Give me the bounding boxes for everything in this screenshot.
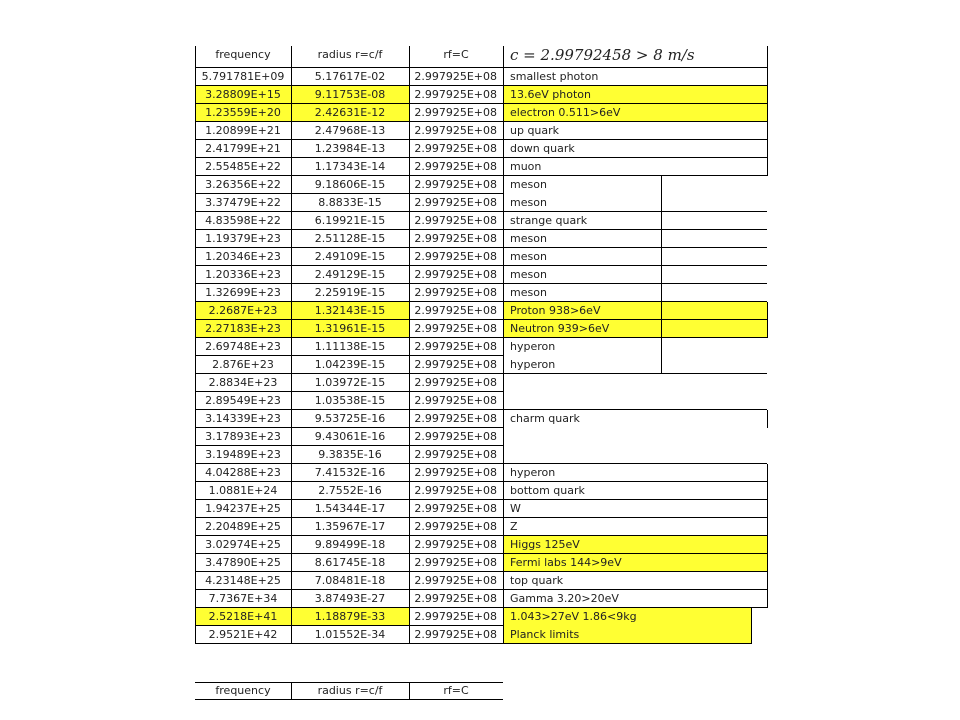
row-divider bbox=[503, 319, 767, 320]
row-divider bbox=[195, 463, 503, 464]
radius-cell: 8.61745E-18 bbox=[314, 556, 386, 569]
radius-cell: 7.41532E-16 bbox=[314, 466, 386, 479]
table-row bbox=[195, 572, 767, 590]
row-divider bbox=[503, 571, 767, 572]
frequency-cell: 2.8834E+23 bbox=[208, 376, 278, 389]
table-row bbox=[195, 320, 767, 338]
radius-cell: 1.18879E-33 bbox=[291, 608, 409, 626]
particle-label-cell: smallest photon bbox=[510, 70, 599, 83]
table-row bbox=[195, 266, 767, 284]
row-divider bbox=[195, 409, 503, 410]
product-cell: 2.997925E+08 bbox=[414, 412, 497, 425]
frequency-cell: 1.19379E+23 bbox=[205, 232, 281, 245]
frequency-cell: 3.02974E+25 bbox=[205, 538, 281, 551]
particle-label-cell: strange quark bbox=[510, 214, 588, 227]
radius-cell: 1.03538E-15 bbox=[314, 394, 386, 407]
frequency-cell: 2.89549E+23 bbox=[205, 394, 281, 407]
row-divider bbox=[503, 85, 767, 86]
footer-product: rf=C bbox=[443, 684, 469, 697]
particle-label-cell: W bbox=[510, 502, 521, 515]
frequency-cell: 3.37479E+22 bbox=[205, 196, 281, 209]
particle-label-cell: Proton 938>6eV bbox=[503, 302, 767, 320]
row-divider bbox=[503, 553, 767, 554]
table-row bbox=[195, 464, 767, 482]
frequency-cell: 2.876E+23 bbox=[212, 358, 274, 371]
radius-cell: 5.17617E-02 bbox=[314, 70, 386, 83]
particle-label-cell: Neutron 939>6eV bbox=[503, 320, 767, 338]
radius-cell: 9.3835E-16 bbox=[318, 448, 382, 461]
radius-cell: 1.31961E-15 bbox=[291, 320, 409, 338]
table-row bbox=[195, 356, 767, 374]
radius-cell: 2.47968E-13 bbox=[314, 124, 386, 137]
product-cell: 2.997925E+08 bbox=[414, 358, 497, 371]
row-divider bbox=[195, 229, 503, 230]
frequency-cell: 5.791781E+09 bbox=[201, 70, 285, 83]
header-product: rf=C bbox=[443, 48, 469, 61]
table-header bbox=[195, 46, 767, 64]
row-divider bbox=[503, 517, 767, 518]
table-footer-header bbox=[195, 682, 503, 700]
row-divider bbox=[195, 373, 503, 374]
product-cell: 2.997925E+08 bbox=[414, 556, 497, 569]
table-row bbox=[195, 392, 767, 410]
footer-frequency: frequency bbox=[215, 684, 271, 697]
particle-label-cell: Gamma 3.20>20eV bbox=[510, 592, 619, 605]
particle-label-cell: hyperon bbox=[510, 466, 556, 479]
radius-cell: 9.18606E-15 bbox=[314, 178, 386, 191]
particle-label-cell: meson bbox=[510, 178, 547, 191]
radius-cell: 3.87493E-27 bbox=[314, 592, 386, 605]
row-divider bbox=[195, 571, 503, 572]
row-divider bbox=[195, 103, 503, 104]
particle-label-cell: Fermi labs 144>9eV bbox=[503, 554, 767, 572]
particle-label-cell: meson bbox=[510, 250, 547, 263]
column-divider bbox=[291, 46, 292, 644]
radius-cell: 9.89499E-18 bbox=[314, 538, 386, 551]
radius-cell: 9.53725E-16 bbox=[314, 412, 386, 425]
radius-cell: 2.51128E-15 bbox=[314, 232, 386, 245]
radius-cell: 1.17343E-14 bbox=[314, 160, 386, 173]
column-divider bbox=[661, 176, 662, 229]
frequency-cell: 3.19489E+23 bbox=[205, 448, 281, 461]
radius-cell: 1.23984E-13 bbox=[314, 142, 386, 155]
table-row bbox=[195, 626, 767, 644]
frequency-cell: 1.20346E+23 bbox=[205, 250, 281, 263]
table-row bbox=[195, 140, 767, 158]
table-row bbox=[195, 284, 767, 302]
row-divider bbox=[195, 337, 503, 338]
frequency-cell: 2.20489E+25 bbox=[205, 520, 281, 533]
row-divider bbox=[195, 139, 503, 140]
row-divider bbox=[503, 211, 767, 212]
radius-cell: 9.43061E-16 bbox=[314, 430, 386, 443]
frequency-cell: 3.26356E+22 bbox=[205, 178, 281, 191]
frequency-cell: 3.14339E+23 bbox=[205, 412, 281, 425]
table-row bbox=[195, 428, 767, 446]
table-row bbox=[195, 86, 767, 104]
column-divider bbox=[767, 410, 768, 428]
particle-label-cell: bottom quark bbox=[510, 484, 585, 497]
product-cell: 2.997925E+08 bbox=[414, 484, 497, 497]
particle-label-cell: Planck limits bbox=[503, 626, 751, 644]
product-cell: 2.997925E+08 bbox=[414, 628, 497, 641]
product-cell: 2.997925E+08 bbox=[414, 574, 497, 587]
frequency-cell: 2.55485E+22 bbox=[205, 160, 281, 173]
product-cell: 2.997925E+08 bbox=[414, 178, 497, 191]
frequency-cell: 1.20899E+21 bbox=[205, 124, 281, 137]
radius-cell: 1.35967E-17 bbox=[314, 520, 386, 533]
row-divider bbox=[195, 625, 503, 626]
product-cell: 2.997925E+08 bbox=[414, 322, 497, 335]
row-divider bbox=[195, 643, 503, 644]
product-cell: 2.997925E+08 bbox=[414, 124, 497, 137]
table-row bbox=[195, 536, 767, 554]
particle-label-cell: top quark bbox=[510, 574, 564, 587]
radius-cell: 1.04239E-15 bbox=[314, 358, 386, 371]
radius-cell: 1.32143E-15 bbox=[291, 302, 409, 320]
row-divider bbox=[195, 427, 503, 428]
product-cell: 2.997925E+08 bbox=[414, 592, 497, 605]
product-cell: 2.997925E+08 bbox=[414, 88, 497, 101]
row-divider bbox=[503, 247, 767, 248]
frequency-cell: 2.5218E+41 bbox=[195, 608, 291, 626]
speed-of-light-formula: c = 2.99792458 > 8 m/s bbox=[510, 46, 695, 64]
row-divider bbox=[195, 445, 503, 446]
table-row bbox=[195, 122, 767, 140]
row-divider bbox=[195, 247, 503, 248]
product-cell: 2.997925E+08 bbox=[414, 520, 497, 533]
particle-label-cell: Z bbox=[510, 520, 518, 533]
particle-label-cell: electron 0.511>6eV bbox=[503, 104, 767, 122]
row-divider bbox=[503, 409, 767, 410]
row-divider bbox=[503, 373, 767, 374]
product-cell: 2.997925E+08 bbox=[414, 502, 497, 515]
frequency-cell: 1.94237E+25 bbox=[205, 502, 281, 515]
product-cell: 2.997925E+08 bbox=[414, 214, 497, 227]
row-divider bbox=[195, 193, 503, 194]
frequency-cell: 3.47890E+25 bbox=[205, 556, 281, 569]
product-cell: 2.997925E+08 bbox=[414, 466, 497, 479]
radius-cell: 1.54344E-17 bbox=[314, 502, 386, 515]
product-cell: 2.997925E+08 bbox=[414, 610, 497, 623]
table-row bbox=[195, 176, 767, 194]
row-divider bbox=[503, 607, 751, 608]
column-divider bbox=[751, 608, 752, 644]
product-cell: 2.997925E+08 bbox=[414, 142, 497, 155]
row-divider bbox=[503, 499, 767, 500]
row-divider bbox=[195, 265, 503, 266]
particle-label-cell: hyperon bbox=[510, 358, 556, 371]
footer-radius: radius r=c/f bbox=[317, 684, 383, 697]
row-divider bbox=[503, 283, 767, 284]
frequency-cell: 3.17893E+23 bbox=[205, 430, 281, 443]
frequency-cell: 3.28809E+15 bbox=[195, 86, 291, 104]
frequency-cell: 2.69748E+23 bbox=[205, 340, 281, 353]
frequency-cell: 4.04288E+23 bbox=[205, 466, 281, 479]
product-cell: 2.997925E+08 bbox=[414, 304, 497, 317]
frequency-cell: 1.23559E+20 bbox=[195, 104, 291, 122]
row-divider bbox=[503, 481, 767, 482]
row-divider bbox=[195, 175, 503, 176]
frequency-cell: 2.9521E+42 bbox=[208, 628, 278, 641]
radius-cell: 2.7552E-16 bbox=[318, 484, 382, 497]
radius-cell: 8.8833E-15 bbox=[318, 196, 382, 209]
table-row bbox=[195, 554, 767, 572]
product-cell: 2.997925E+08 bbox=[414, 430, 497, 443]
row-divider bbox=[503, 121, 767, 122]
product-cell: 2.997925E+08 bbox=[414, 70, 497, 83]
header-radius: radius r=c/f bbox=[317, 48, 383, 61]
table-row bbox=[195, 500, 767, 518]
row-divider bbox=[503, 265, 767, 266]
column-divider bbox=[767, 46, 768, 176]
table-row bbox=[195, 230, 767, 248]
row-divider bbox=[195, 499, 503, 500]
radius-cell: 2.25919E-15 bbox=[314, 286, 386, 299]
radius-cell: 2.49109E-15 bbox=[314, 250, 386, 263]
particle-label-cell: muon bbox=[510, 160, 542, 173]
product-cell: 2.997925E+08 bbox=[414, 106, 497, 119]
frequency-cell: 4.83598E+22 bbox=[205, 214, 281, 227]
row-divider bbox=[195, 157, 503, 158]
row-divider bbox=[503, 157, 767, 158]
row-divider bbox=[195, 301, 503, 302]
table-row bbox=[195, 194, 767, 212]
product-cell: 2.997925E+08 bbox=[414, 160, 497, 173]
particle-label-cell: meson bbox=[510, 196, 547, 209]
product-cell: 2.997925E+08 bbox=[414, 376, 497, 389]
row-divider bbox=[503, 229, 767, 230]
table-row bbox=[195, 104, 767, 122]
table-row bbox=[195, 68, 767, 86]
row-divider bbox=[195, 391, 503, 392]
frequency-cell: 1.0881E+24 bbox=[208, 484, 278, 497]
row-divider bbox=[195, 355, 503, 356]
row-divider bbox=[195, 481, 503, 482]
column-divider bbox=[195, 46, 196, 644]
particle-label-cell: hyperon bbox=[510, 340, 556, 353]
product-cell: 2.997925E+08 bbox=[414, 286, 497, 299]
header-constant bbox=[503, 46, 767, 64]
row-divider bbox=[195, 283, 503, 284]
radius-cell: 2.42631E-12 bbox=[291, 104, 409, 122]
row-divider bbox=[503, 139, 767, 140]
product-cell: 2.997925E+08 bbox=[414, 340, 497, 353]
table-row bbox=[195, 446, 767, 464]
frequency-cell: 4.23148E+25 bbox=[205, 574, 281, 587]
particle-label-cell bbox=[503, 392, 767, 410]
particle-label-cell: charm quark bbox=[510, 412, 580, 425]
table-row bbox=[195, 158, 767, 176]
row-divider bbox=[195, 211, 503, 212]
product-cell: 2.997925E+08 bbox=[414, 394, 497, 407]
table-row bbox=[195, 302, 767, 320]
particle-label-cell: meson bbox=[510, 232, 547, 245]
row-divider bbox=[503, 301, 767, 302]
row-divider bbox=[195, 67, 767, 68]
table-row bbox=[195, 590, 767, 608]
row-divider bbox=[503, 535, 767, 536]
particle-label-cell: down quark bbox=[510, 142, 575, 155]
particle-label-cell: Higgs 125eV bbox=[503, 536, 767, 554]
table-row bbox=[195, 608, 767, 626]
radius-cell: 7.08481E-18 bbox=[314, 574, 386, 587]
frequency-cell: 2.2687E+23 bbox=[195, 302, 291, 320]
row-divider bbox=[503, 103, 767, 104]
row-divider bbox=[503, 643, 751, 644]
radius-cell: 1.03972E-15 bbox=[314, 376, 386, 389]
row-divider bbox=[195, 85, 503, 86]
row-divider bbox=[195, 121, 503, 122]
particle-label-cell: meson bbox=[510, 286, 547, 299]
radius-cell: 1.01552E-34 bbox=[314, 628, 386, 641]
frequency-cell: 7.7367E+34 bbox=[208, 592, 278, 605]
frequency-cell: 2.27183E+23 bbox=[195, 320, 291, 338]
particle-label-cell bbox=[503, 374, 767, 392]
product-cell: 2.997925E+08 bbox=[414, 448, 497, 461]
column-divider bbox=[661, 230, 662, 374]
row-divider bbox=[195, 535, 503, 536]
column-divider bbox=[767, 302, 768, 338]
particle-label-cell: up quark bbox=[510, 124, 560, 137]
column-divider bbox=[767, 464, 768, 608]
row-divider bbox=[503, 589, 767, 590]
row-divider bbox=[195, 319, 503, 320]
particle-label-cell bbox=[503, 446, 767, 464]
table-row bbox=[195, 374, 767, 392]
radius-cell: 1.11138E-15 bbox=[314, 340, 386, 353]
row-divider bbox=[195, 589, 503, 590]
particle-label-cell: 1.043>27eV 1.86<9kg bbox=[503, 608, 751, 626]
product-cell: 2.997925E+08 bbox=[414, 232, 497, 245]
header-frequency: frequency bbox=[215, 48, 271, 61]
product-cell: 2.997925E+08 bbox=[414, 268, 497, 281]
particle-label-cell bbox=[503, 428, 767, 446]
table-row bbox=[195, 518, 767, 536]
frequency-cell: 2.41799E+21 bbox=[205, 142, 281, 155]
row-divider bbox=[503, 337, 767, 338]
product-cell: 2.997925E+08 bbox=[414, 538, 497, 551]
radius-cell: 2.49129E-15 bbox=[314, 268, 386, 281]
product-cell: 2.997925E+08 bbox=[414, 250, 497, 263]
table-row bbox=[195, 248, 767, 266]
frequency-cell: 1.20336E+23 bbox=[205, 268, 281, 281]
particle-label-cell: 13.6eV photon bbox=[503, 86, 767, 104]
table-row bbox=[195, 482, 767, 500]
row-divider bbox=[195, 553, 503, 554]
row-divider bbox=[195, 517, 503, 518]
product-cell: 2.997925E+08 bbox=[414, 196, 497, 209]
table-row bbox=[195, 212, 767, 230]
particle-label-cell: meson bbox=[510, 268, 547, 281]
column-divider bbox=[409, 46, 410, 644]
row-divider bbox=[195, 607, 503, 608]
frequency-cell: 1.32699E+23 bbox=[205, 286, 281, 299]
table-row bbox=[195, 338, 767, 356]
column-divider bbox=[503, 46, 504, 644]
row-divider bbox=[503, 463, 767, 464]
radius-cell: 9.11753E-08 bbox=[291, 86, 409, 104]
row-divider bbox=[503, 175, 767, 176]
table-row bbox=[195, 410, 767, 428]
radius-cell: 6.19921E-15 bbox=[314, 214, 386, 227]
